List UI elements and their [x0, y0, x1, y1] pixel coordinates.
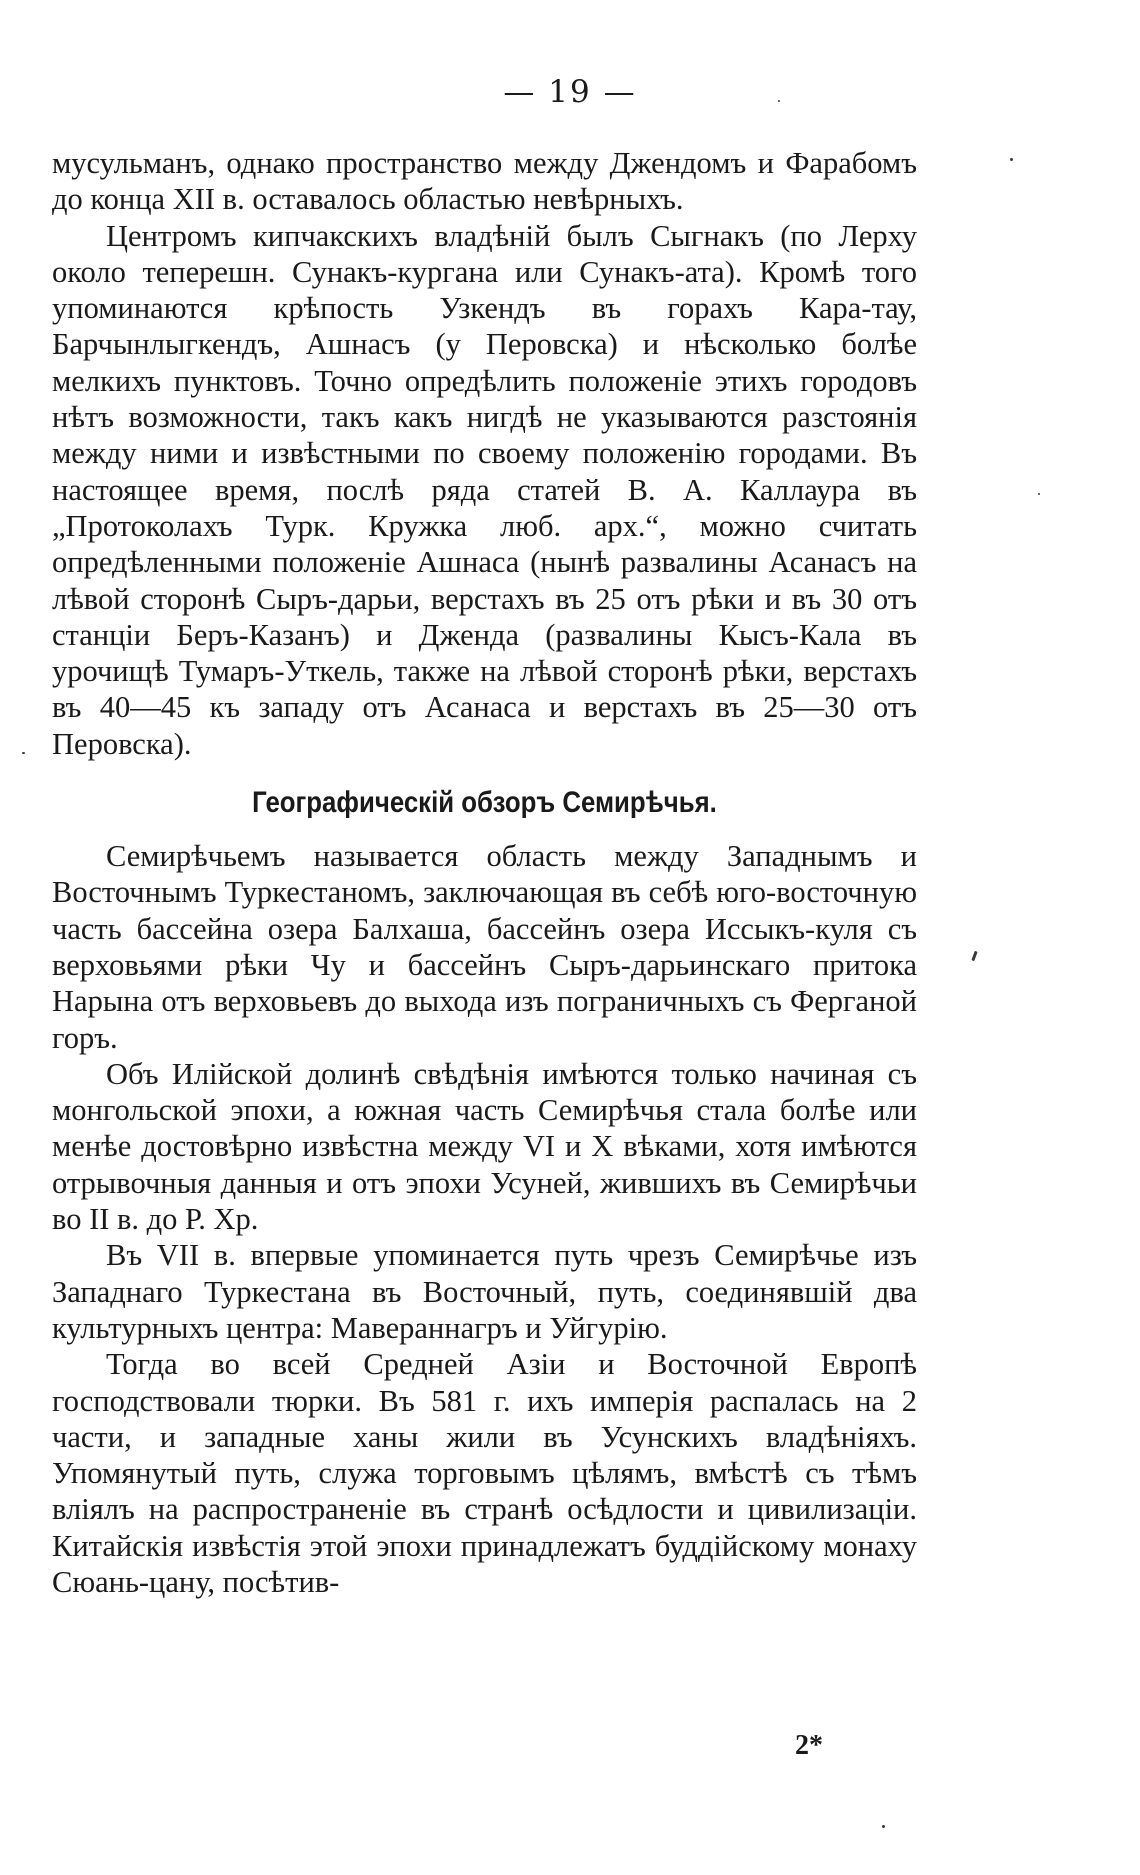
paper-speck [882, 1825, 885, 1828]
paper-speck [1010, 158, 1013, 161]
section-heading: Географическій обзоръ Семирѣчья. [252, 786, 717, 820]
paragraph-continuation: мусульманъ, однако пространство между Джендомъ и Фарабомъ до конца XII в. оставалось областью невѣрныхъ. [52, 146, 917, 217]
paragraph-turkic-dominance: Тогда во всей Средней Азіи и Восточной Европѣ господствовали тюрки. Въ 581 г. ихъ имперія распалась на 2 части, и западные ханы жили въ Усунскихъ владѣніяхъ. Упомянутый путь, служа торговымъ цѣлямъ, вмѣстѣ съ тѣмъ вліялъ на распространеніе въ странѣ осѣдлости и цивилизаціи. Китайскія извѣстія этой эпохи принадлежатъ буддійскому монаху Сюань-цану, посѣтив- [52, 1347, 917, 1599]
paragraph-ili-valley: Объ Илійской долинѣ свѣдѣнія имѣются только начиная съ монгольской эпохи, а южная часть Семирѣчья стала болѣе или менѣе достовѣрно извѣстна между VI и X вѣками, хотя имѣются отрывочныя данныя и отъ эпохи Усуней, жившихъ въ Семирѣчьи во II в. до Р. Хр. [52, 1056, 917, 1237]
paper-speck [778, 100, 780, 102]
paper-speck [1038, 493, 1040, 495]
paragraph-seventh-century-route: Въ VII в. впервые упоминается путь чрезъ Семирѣчье изъ Западнаго Туркестана въ Восточный, путь, соединявшій два культурныхъ центра: Мавераннагръ и Уйгурію. [52, 1238, 917, 1345]
paper-speck [971, 951, 977, 961]
text-column [52, 145, 917, 1600]
printer-signature-mark: 2* [795, 1730, 823, 1761]
page-number: — 19 — [503, 74, 637, 110]
paper-speck [22, 752, 25, 754]
paragraph-kipchak-cities: Центромъ кипчакскихъ владѣній былъ Сыгнакъ (по Лерху около теперешн. Сунакъ-кургана или Сунакъ-ата). Кромѣ того упоминаются крѣпость Узкендъ въ горахъ Кара-тау, Барчынлыгкендъ, Ашнасъ (у Перовска) и нѣсколько болѣе мелкихъ пунктовъ. Точно опредѣлить положеніе этихъ городовъ нѣтъ возможности, такъ какъ нигдѣ не указываются разстоянія между ними и извѣстными по своему положенію городами. Въ настоящее время, послѣ ряда статей В. А. Каллаура въ „Протоколахъ Турк. Кружка люб. арх.“, можно считать опредѣленными положеніе Ашнаса (нынѣ развалины Асанасъ на лѣвой сторонѣ Сыръ-дарьи, верстахъ въ 25 отъ рѣки и въ 30 отъ станціи Беръ-Казанъ) и Дженда (развалины Кысъ-Кала въ урочищѣ Тумаръ-Уткель, также на лѣвой сторонѣ рѣки, верстахъ въ 40—45 къ западу отъ Асанаса и верстахъ въ 25—30 отъ Перовска). [52, 218, 917, 761]
paragraph-semirechye-definition: Семирѣчьемъ называется область между Западнымъ и Восточнымъ Туркестаномъ, заключающая въ себѣ юго-восточную часть бассейна озера Балхаша, бассейнъ озера Иссыкъ-куля съ верховьями рѣки Чу и бассейнъ Сыръ-дарьинскаго притока Нарына отъ верховьевъ до выхода изъ пограничныхъ съ Ферганой горъ. [52, 839, 917, 1055]
